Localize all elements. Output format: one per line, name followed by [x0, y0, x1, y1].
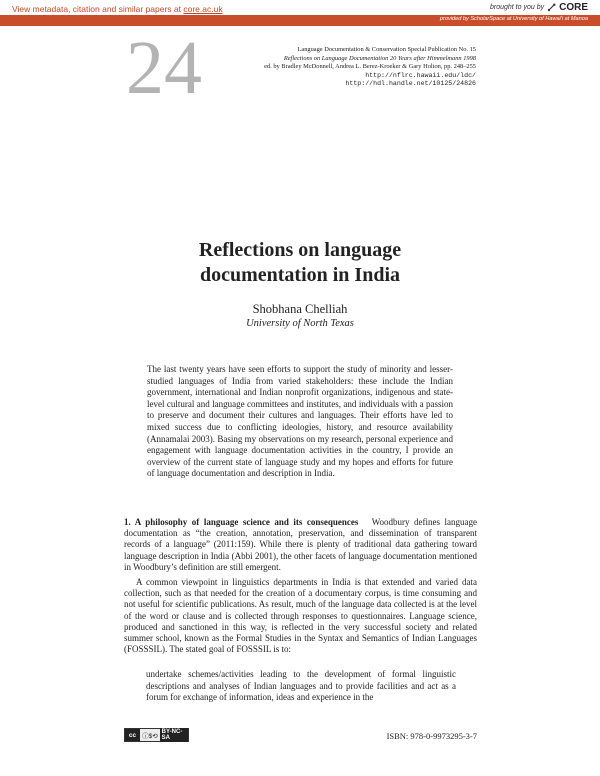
chapter-number: 24	[126, 26, 202, 110]
core-banner	[0, 0, 600, 26]
provided-by-bar	[0, 15, 600, 26]
core-logo-icon	[547, 3, 556, 12]
publication-info	[264, 46, 476, 89]
abstract: The last twenty years have seen efforts to support the study of minority and lesser-studied languages of India from varied stakeholders: these include the Indian government, international and Indian nonprofit organizations, indigenous and state-level cultural and language committees and institutes, and individuals with a passion to preserve and document their cultures and languages. Their efforts have led to mixed success due to conflicting ideologies, history, and resource availability (Annamalai 2003). Basing my observations on my research, personal experience and engagement with language documentation activities in the country, I provide an overview of the current state of language study and my hopes and efforts for future of language documentation and description in India.	[147, 364, 453, 479]
license-attribution-icons: ⓘ$⟲	[142, 732, 158, 740]
section-1-text: Woodbury defines language documentation as “the creation, annotation, preservation, and dissemination of transparent records of a language” (2011:159). While there is plenty of traditional data gathering toward language description in India (Abbi 2001), the other facets of language documentation mentioned in Woodbury’s definition are still emergent.	[124, 517, 477, 572]
core-brand-name: CORE	[559, 2, 588, 13]
publication-editors: ed. by Bradley McDonnell, Andrea L. Berez-Kroeker & Gary Holton, pp. 248–255	[264, 63, 476, 71]
publication-subtitle: Reflections on Language Documentation 20 Years after Himmelmann 1998	[283, 54, 476, 62]
brought-to-you-text: brought to you by	[490, 4, 545, 11]
cc-license-badge[interactable]	[124, 728, 189, 742]
author-affiliation: University of North Texas	[246, 318, 354, 329]
cc-logo-icon: cc	[125, 729, 140, 741]
journal-url[interactable]: http://nflrc.hawaii.edu/ldc/	[365, 71, 476, 79]
title-line-2: documentation in India	[199, 264, 401, 286]
provided-by-text: provided by ScholarSpace at University of Hawai'i at Manoa	[439, 16, 588, 22]
author-name: Shobhana Chelliah	[252, 302, 348, 316]
core-brand[interactable]	[490, 2, 588, 13]
license-text: BY-NC-SA	[160, 728, 188, 742]
section-1-heading: 1. A philosophy of language science and its consequences	[124, 517, 359, 527]
publication-series: Language Documentation & Conservation Special Publication No. 15	[297, 46, 476, 53]
title-line-1: Reflections on language	[198, 239, 402, 261]
paper-title	[0, 238, 600, 288]
core-metadata-link[interactable]: View metadata, citation and similar papers at core.ac.uk	[12, 4, 223, 14]
section-1-paragraph-2: A common viewpoint in linguistics departments in India is that extended and varied data collection, such as that needed for the creation of a documentary corpus, is time consuming and not useful for scientific publications. As result, much of the language data collected is at the level of the word or clause and is collected through responses to questionnaires. Language science, produced and sanctioned in this way, is reflected in the very successful society and related summer school, known as the Formal Studies in the Syntax and Semantics of Indian Languages (FOSSSIL). The stated goal of FOSSSIL is to:	[124, 577, 477, 655]
section-1-paragraph	[124, 517, 477, 573]
isbn: ISBN: 978-0-9973295-3-7	[386, 731, 477, 741]
handle-url[interactable]: http://hdl.handle.net/10125/24826	[345, 80, 476, 88]
block-quote: undertake schemes/activities leading to the development of formal linguistic descriptions and analyses of Indian languages and to provide facilities and act as a forum for exchange of information, ideas and experience in the	[146, 669, 456, 703]
